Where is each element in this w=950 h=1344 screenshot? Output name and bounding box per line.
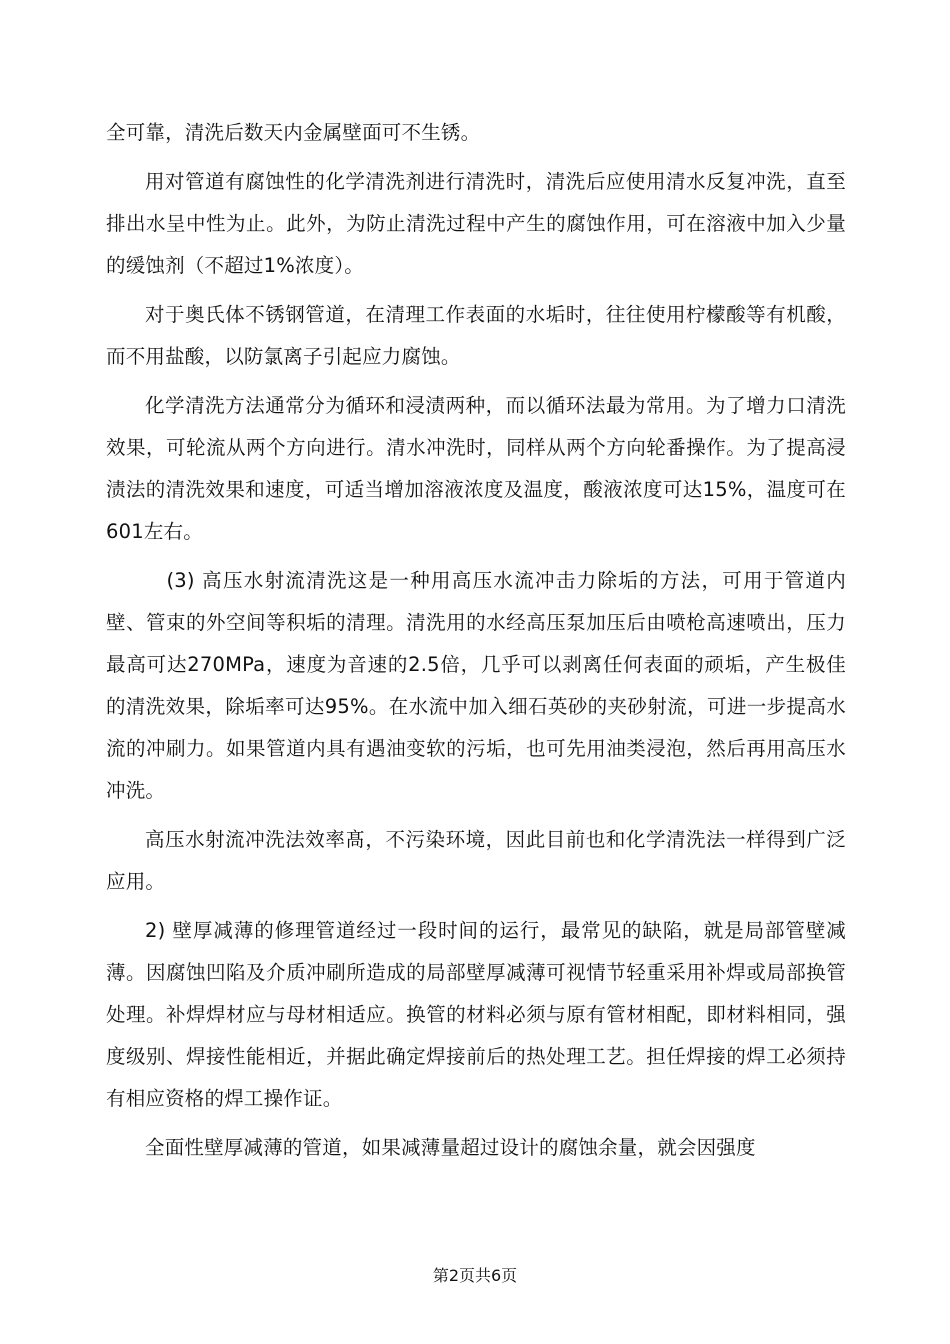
paragraph-high-pressure-water: (3) 高压水射流清洗这是一种用高压水流冲击力除垢的方法，可用于管道内壁、管束的外空间等积垢的清理。清洗用的水经高压泵加压后由喷枪高速喷出，压力最高可达270MPa，速度为音速的2.5倍，几乎可以剥离任何表面的顽垢，产生极佳的清洗效果，除垢率可达95%。在水流中加入细石英砂的夹砂射流，可进一步提高水流的冲刷力。如果管道内具有遇油变软的污垢，也可先用油类浸泡，然后再用高压水冲洗。: [106, 569, 846, 802]
paragraph-water-jet-efficiency: 高压水射流冲洗法效率髙，不污染环境，因此目前也和化学清洗法一样得到广泛应用。: [106, 828, 846, 893]
page-number-footer: 第2页共6页: [432, 1266, 518, 1285]
paragraph-corrosive-cleaning: 用对管道有腐蚀性的化学清洗剂进行清洗时，清洗后应使用清水反复冲洗，直至排出水呈中性为止。此外，为防止清洗过程中产生的腐蚀作用，可在溶液中加入少量的缓蚀剂（不超过1%浓度）。: [106, 170, 846, 277]
paragraph-general-thinning: 全面性壁厚减薄的管道，如果减薄量超过设计的腐蚀余量，就会因强度: [145, 1136, 756, 1159]
paragraph-stainless-steel: 对于奥氏体不锈钢管道，在清理工作表面的水垢时，往往使用柠檬酸等有机酸，而不用盐酸，以防氯离子引起应力腐蚀。: [106, 303, 846, 368]
paragraph-chemical-methods: 化学清洗方法通常分为循环和浸渍两种，而以循环法最为常用。为了增力口清洗效果，可轮流从两个方向进行。清水冲洗时，同样从两个方向轮番操作。为了提高浸渍法的清洗效果和速度，可适当增加溶液浓度及温度，酸液浓度可达15%，温度可在601左右。: [106, 394, 846, 543]
paragraph-wall-thinning-repair: 2) 壁厚减薄的修理管道经过一段时间的运行，最常见的缺陷，就是局部管壁减薄。因腐蚀凹陷及介质冲刷所造成的局部壁厚减薄可视情节轻重采用补焊或局部换管处理。补焊焊材应与母材相适应。换管的材料必须与原有管材相配，即材料相同，强度级别、焊接性能相近，并据此确定焊接前后的热处理工艺。担任焊接的焊工必须持有相应资格的焊工操作证。: [106, 919, 846, 1110]
paragraph-continuation: 全可靠，清洗后数天内金属壁面可不生锈。: [106, 121, 481, 144]
document-body: [106, 112, 846, 1169]
